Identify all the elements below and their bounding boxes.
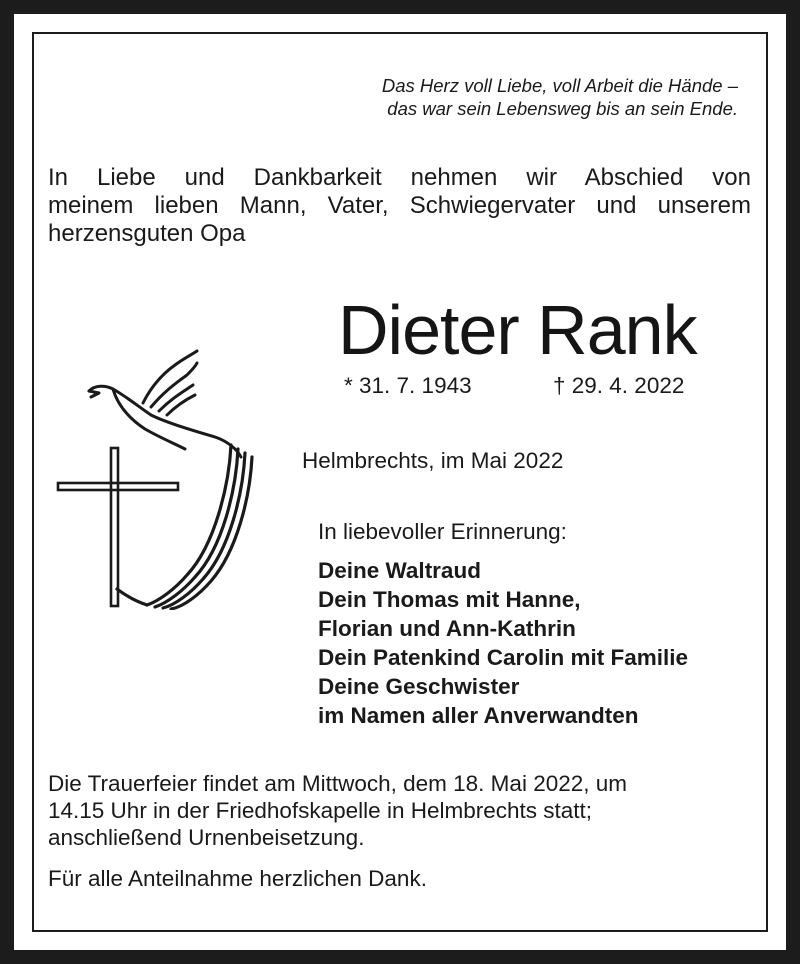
funeral-line-3: anschließend Urnenbeisetzung. [48, 825, 365, 850]
birth-date: * 31. 7. 1943 [344, 373, 472, 398]
funeral-line-2: 14.15 Uhr in der Friedhofskapelle in Helmbrechts statt; [48, 798, 593, 823]
mourner-line: im Namen aller Anverwandten [318, 703, 639, 728]
mourner-line: Dein Thomas mit Hanne, [318, 587, 581, 612]
mourner-line: Deine Geschwister [318, 674, 520, 699]
intro-line-1: In Liebe und Dankbarkeit nehmen wir Abschied von [48, 164, 751, 191]
place-and-date: Helmbrechts, im Mai 2022 [302, 448, 564, 473]
memory-label: In liebevoller Erinnerung: [318, 519, 567, 544]
mourner-line: Florian und Ann-Kathrin [318, 616, 576, 641]
intro-text [48, 164, 751, 248]
motto-line-1: Das Herz voll Liebe, voll Arbeit die Hände – [381, 75, 738, 96]
cross-icon [58, 448, 178, 606]
funeral-notice [48, 770, 751, 851]
deceased-name: Dieter Rank [338, 291, 697, 369]
mourner-line: Dein Patenkind Carolin mit Familie [318, 645, 689, 670]
book-icon [117, 445, 252, 609]
motto-verse [250, 74, 738, 120]
mourners-list [318, 556, 688, 730]
death-date: † 29. 4. 2022 [553, 373, 685, 398]
intro-line-3: herzensguten Opa [48, 220, 246, 247]
funeral-line-1: Die Trauerfeier findet am Mittwoch, dem 18. Mai 2022, um [48, 771, 628, 796]
dove-icon [89, 351, 241, 457]
motto-line-2: das war sein Lebensweg bis an sein Ende. [387, 98, 738, 119]
memorial-emblem [55, 345, 270, 610]
mourner-line: Deine Waltraud [318, 558, 481, 583]
intro-line-2: meinem lieben Mann, Vater, Schwiegervater und unserem [48, 192, 751, 219]
thanks-text: Für alle Anteilnahme herzlichen Dank. [48, 866, 427, 891]
